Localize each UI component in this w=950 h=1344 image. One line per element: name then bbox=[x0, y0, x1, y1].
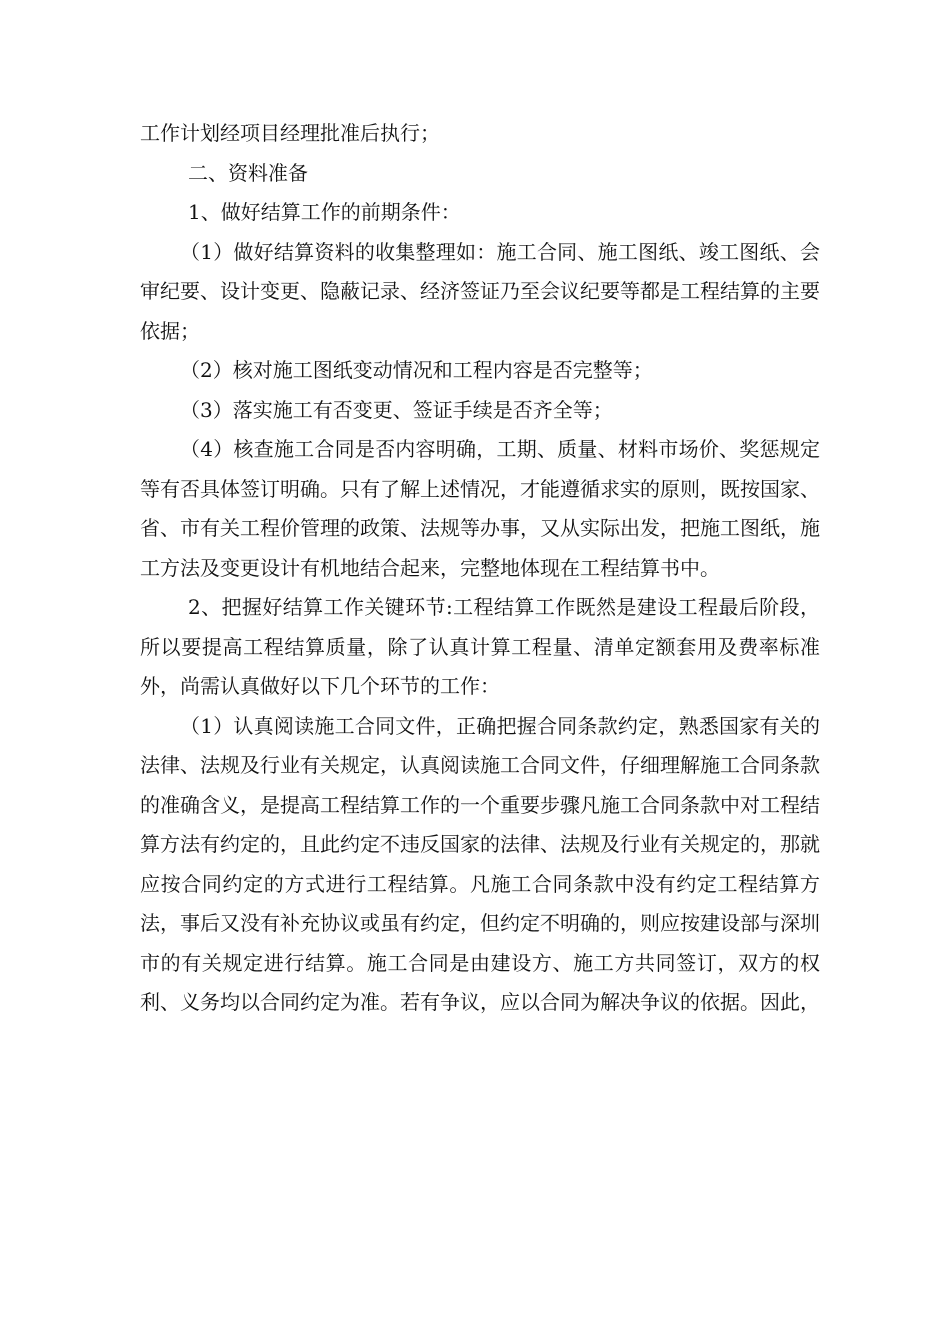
list-item-1: （1）做好结算资料的收集整理如：施工合同、施工图纸、竣工图纸、会审纪要、设计变更、隐蔽记录、经济签证乃至会议纪要等都是工程结算的主要依据； bbox=[140, 239, 820, 343]
subheading-preconditions: 1、做好结算工作的前期条件： bbox=[188, 200, 461, 224]
list-item-3: （3）落实施工有否变更、签证手续是否齐全等； bbox=[180, 397, 613, 422]
list-item-contract: （1）认真阅读施工合同文件，正确把握合同条款约定，熟悉国家有关的法律、法规及行业有关规定，认真阅读施工合同文件，仔细理解施工合同条款的准确含义，是提高工程结算工作的一个重要步骤凡施工合同条款中对工程结算方法有约定的，且此约定不违反国家的法律、法规及行业有关规定的，那就应按合同约定的方式进行工程结算。凡施工合同条款中没有约定工程结算方法，事后又没有补充协议或虽有约定，但约定不明确的，则应按建设部与深圳市的有关规定进行结算。施工合同是由建设方、施工方共同签订，双方的权利、义务均以合同约定为准。若有争议，应以合同为解决争议的依据。因此， bbox=[140, 713, 820, 1014]
section-heading-materials: 二、资料准备 bbox=[188, 160, 308, 185]
list-item-4: （4）核查施工合同是否内容明确，工期、质量、材料市场价、奖惩规定等有否具体签订明确。只有了解上述情况，才能遵循求实的原则，既按国家、省、市有关工程价管理的政策、法规等办事，又从实际出发，把施工图纸，施工方法及变更设计有机地结合起来，完整地体现在工程结算书中。 bbox=[140, 437, 820, 580]
list-item-2: （2）核对施工图纸变动情况和工程内容是否完整等； bbox=[180, 358, 653, 382]
document-body bbox=[140, 114, 820, 1023]
subheading-key-steps: 2、把握好结算工作关键环节:工程结算工作既然是建设工程最后阶段，所以要提高工程结算质量，除了认真计算工程量、清单定额套用及费率标准外，尚需认真做好以下几个环节的工作： bbox=[140, 595, 820, 698]
paragraph-continuation: 工作计划经项目经理批准后执行； bbox=[140, 121, 440, 145]
